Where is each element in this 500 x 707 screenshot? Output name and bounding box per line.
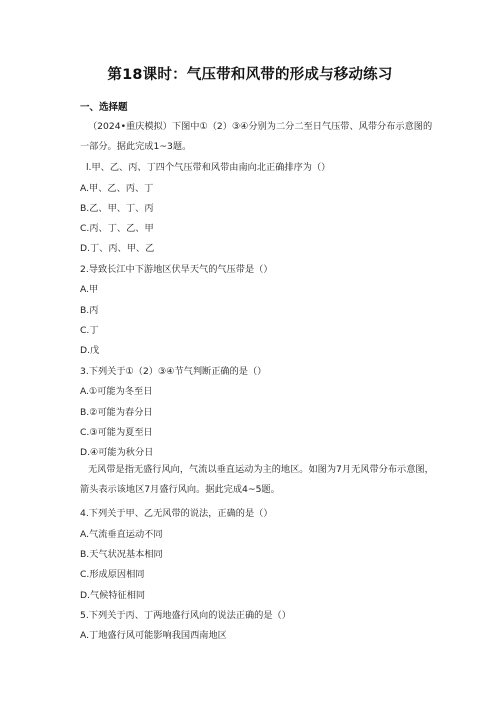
section-heading: 一、选择题 [80,102,128,113]
question-4-stem: 4.下列关于甲、乙无风带的说法，正确的是（） [80,508,273,519]
question-5-stem: 5.下列关于丙、丁两地盛行风向的说法正确的是（） [80,610,291,621]
question-4-option-c: C.形成原因相同 [80,569,145,580]
question-1-option-b: B.乙、甲、丁、丙 [80,203,154,214]
intro-paragraph-2: 无风带是指无盛行风向，气流以垂直运动为主的地区。如图为7月无风带分布示意图，箭头表示该地区7月盛行风向。据此完成4~5题。 [80,464,434,495]
intro-paragraph-1: （2024•重庆模拟）下图中①（2）③④分别为二分二至日气压带、风带分布示意图的一部分。据此完成1~3题。 [80,121,433,152]
question-3-option-b: B.②可能为春分日 [80,407,153,418]
question-2-stem: 2.导致长江中下游地区伏旱天气的气压带是（） [80,264,273,275]
question-4-option-a: A.气流垂直运动不同 [80,529,163,540]
question-3-option-a: A.①可能为冬至日 [80,386,153,397]
question-2-option-c: C.丁 [80,325,99,336]
question-3-stem: 3.下列关于①（2）③④节气判断正确的是（） [80,366,267,377]
question-3-option-d: D.④可能为秋分日 [80,447,154,458]
question-1-option-d: D.丁、丙、甲、乙 [80,243,155,254]
question-2-option-a: A.甲 [80,284,99,295]
question-5-option-a: A.丁地盛行风可能影响我国西南地区 [80,630,227,641]
question-1-option-c: C.丙、丁、乙、甲 [80,223,154,234]
question-4-option-b: B.天气状况基本相同 [80,549,163,560]
page-title: 第18课时：气压带和风带的形成与移动练习 [107,67,393,83]
question-2-option-d: D.戊 [80,345,100,356]
question-3-option-c: C.③可能为夏至日 [80,427,153,438]
question-1-stem: l.甲、乙、丙、丁四个气压带和风带由南向北正确排序为（） [86,162,331,173]
question-1-option-a: A.甲、乙、丙、丁 [80,183,154,194]
question-4-option-d: D.气候特征相同 [80,590,146,601]
question-2-option-b: B.丙 [80,305,99,316]
